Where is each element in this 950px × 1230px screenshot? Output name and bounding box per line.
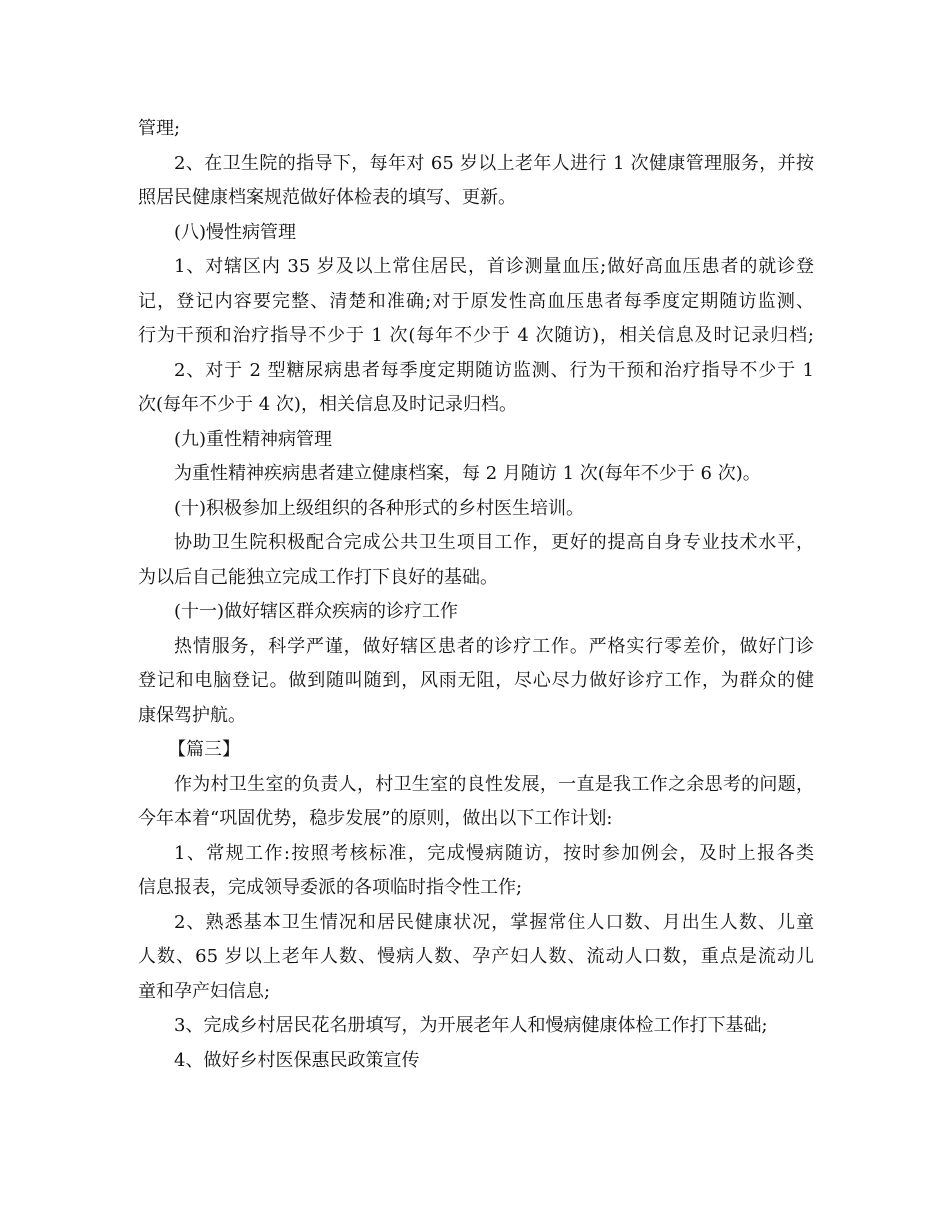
text-line: 信息报表，完成领导委派的各项临时指令性工作; (138, 877, 523, 898)
text-line: 2、对于 2 型糖尿病患者每季度定期随访监测、行为干预和治疗指导不少于 1 (174, 359, 814, 381)
section-heading: (九)重性精神病管理 (174, 428, 333, 450)
text-line: 为重性精神疾病患者建立健康档案，每 2 月随访 1 次(每年不少于 6 次)。 (174, 463, 761, 484)
section-heading: (八)慢性病管理 (174, 221, 297, 243)
text-line: 人数、65 岁以上老年人数、慢病人数、孕产妇人数、流动人口数，重点是流动儿 (138, 946, 814, 967)
section-heading: (十一)做好辖区群众疾病的诊疗工作 (174, 601, 459, 622)
text-line: 热情服务，科学严谨，做好辖区患者的诊疗工作。严格实行零差价，做好门诊 (174, 635, 814, 657)
document-body (138, 112, 814, 1078)
text-line: 作为村卫生室的负责人，村卫生室的良性发展，一直是我工作之余思考的问题， (174, 773, 814, 795)
text-line: 1、对辖区内 35 岁及以上常住居民，首诊测量血压;做好高血压患者的就诊登 (174, 256, 814, 277)
text-line: 管理; (138, 118, 181, 139)
text-line: 照居民健康档案规范做好体检表的填写、更新。 (138, 187, 516, 208)
text-line: 4、做好乡村医保惠民政策宣传 (174, 1049, 420, 1071)
text-line: 2、熟悉基本卫生情况和居民健康状况，掌握常住人口数、月出生人数、儿童 (174, 911, 814, 933)
text-line: 次(每年不少于 4 次)，相关信息及时记录归档。 (138, 394, 517, 415)
text-line: 今年本着“巩固优势，稳步发展”的原则，做出以下工作计划: (138, 808, 613, 829)
text-line: 1、常规工作:按照考核标准，完成慢病随访，按时参加例会，及时上报各类 (174, 842, 814, 864)
text-line: 行为干预和治疗指导不少于 1 次(每年不少于 4 次随访)，相关信息及时记录归档; (138, 325, 814, 346)
section-heading: (十)积极参加上级组织的各种形式的乡村医生培训。 (174, 497, 585, 519)
text-line: 童和孕产妇信息; (138, 980, 271, 1002)
text-line: 记，登记内容要完整、清楚和准确;对于原发性高血压患者每季度定期随访监测、 (138, 290, 814, 312)
text-line: 3、完成乡村居民花名册填写，为开展老年人和慢病健康体检工作打下基础; (174, 1015, 768, 1036)
text-line: 协助卫生院积极配合完成公共卫生项目工作，更好的提高自身专业技术水平， (174, 532, 814, 553)
text-line: 康保驾护航。 (138, 704, 246, 726)
text-line: 为以后自己能独立完成工作打下良好的基础。 (138, 566, 498, 588)
text-line: 登记和电脑登记。做到随叫随到，风雨无阻，尽心尽力做好诊疗工作，为群众的健 (138, 670, 814, 691)
text-line: 2、在卫生院的指导下，每年对 65 岁以上老年人进行 1 次健康管理服务，并按 (174, 152, 814, 174)
section-heading: 【篇三】 (168, 739, 240, 760)
